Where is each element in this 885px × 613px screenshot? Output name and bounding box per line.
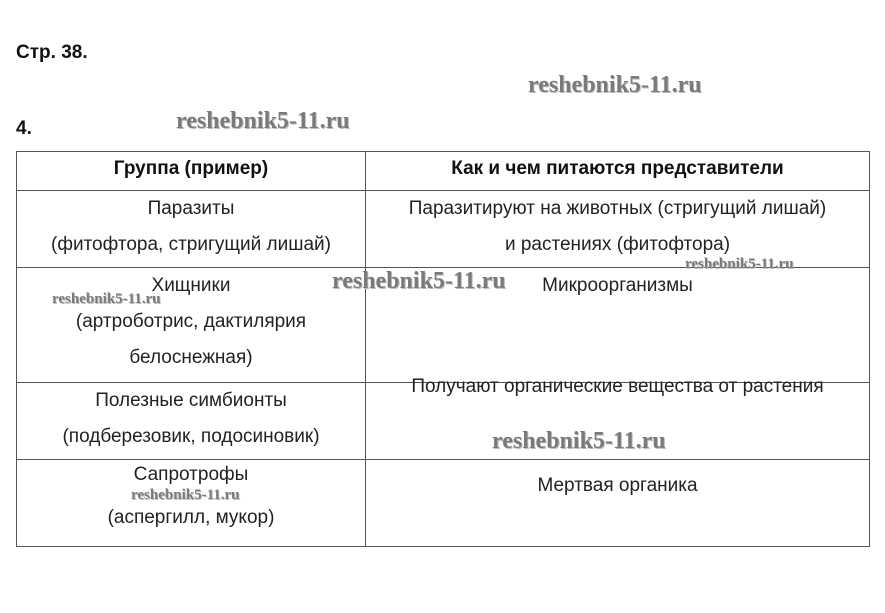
header-group: Группа (пример) bbox=[17, 152, 366, 191]
table-header-row bbox=[17, 152, 870, 191]
group-cell bbox=[17, 191, 366, 268]
watermark: reshebnik5-11.ru bbox=[52, 291, 161, 307]
watermark: reshebnik5-11.ru bbox=[528, 72, 702, 98]
table-row bbox=[17, 383, 870, 460]
watermark: reshebnik5-11.ru bbox=[685, 256, 794, 272]
watermark: reshebnik5-11.ru bbox=[332, 268, 506, 294]
group-example-line1: (артроботрис, дактилярия bbox=[75, 311, 307, 332]
group-name: Сапротрофы bbox=[133, 464, 249, 485]
feeding-text: Микроорганизмы bbox=[542, 275, 693, 296]
page-reference: Стр. 38. bbox=[16, 42, 88, 63]
feeding-text: Получают органические вещества от растения bbox=[411, 376, 824, 397]
group-name: Полезные симбионты bbox=[95, 390, 287, 411]
watermark: reshebnik5-11.ru bbox=[176, 108, 350, 134]
group-name: Хищники bbox=[151, 275, 231, 296]
header-feeding: Как и чем питаются представители bbox=[366, 152, 870, 191]
group-cell bbox=[17, 268, 366, 383]
group-example-line2: белоснежная) bbox=[129, 347, 253, 368]
group-example: (подберезовик, подосиновик) bbox=[62, 426, 320, 447]
group-cell bbox=[17, 383, 366, 460]
group-example: (фитофтора, стригущий лишай) bbox=[51, 234, 331, 255]
group-name: Паразиты bbox=[147, 198, 235, 219]
group-example: (аспергилл, мукор) bbox=[107, 507, 275, 528]
feeding-text-line2: и растениях (фитофтора) bbox=[504, 234, 731, 255]
feeding-cell bbox=[366, 460, 870, 547]
watermark: reshebnik5-11.ru bbox=[492, 428, 666, 454]
task-number: 4. bbox=[16, 118, 32, 139]
feeding-text-line1: Паразитируют на животных (стригущий лишай) bbox=[408, 198, 827, 219]
watermark: reshebnik5-11.ru bbox=[131, 487, 240, 503]
feeding-text: Мертвая органика bbox=[537, 475, 698, 496]
